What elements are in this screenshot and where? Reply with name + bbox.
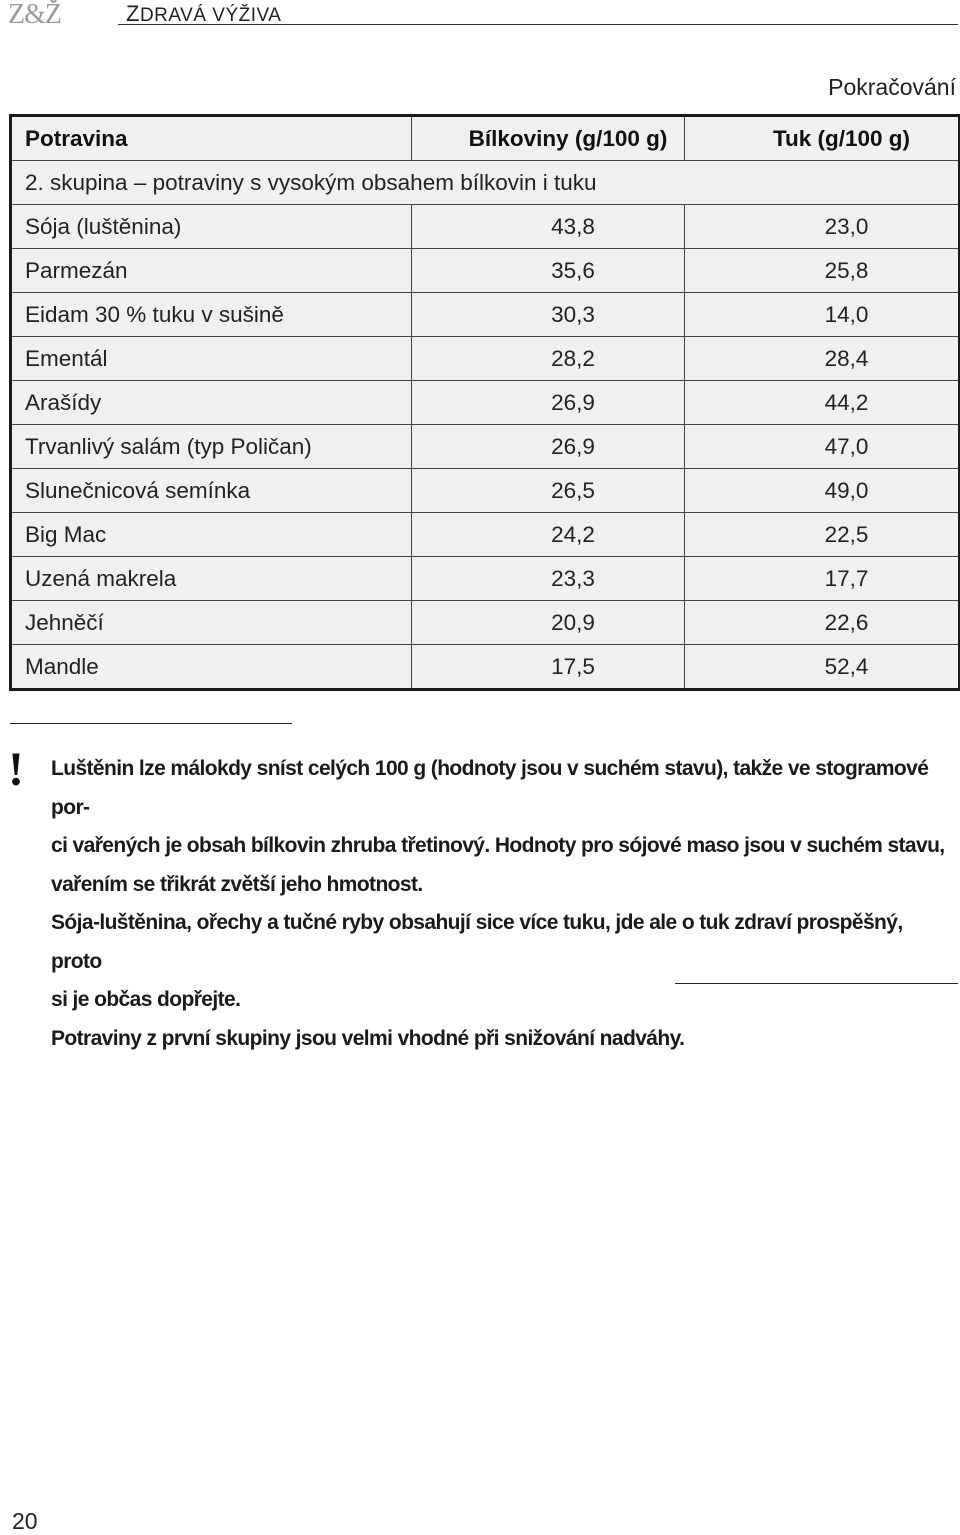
- page-number: 20: [12, 1508, 38, 1534]
- cell-protein: 26,9: [412, 425, 685, 469]
- cell-protein: 35,6: [412, 249, 685, 293]
- table-row: [11, 337, 960, 381]
- table-row: [11, 381, 960, 425]
- cell-fat: 22,6: [685, 601, 960, 645]
- note-line: Potraviny z první skupiny jsou velmi vhodné při snižování nadváhy.: [51, 1026, 685, 1050]
- cell-protein: 17,5: [412, 645, 685, 690]
- table-row: [11, 205, 960, 249]
- note-line: vařením se třikrát zvětší jeho hmotnost.: [51, 872, 423, 896]
- note-box: [51, 750, 957, 1058]
- table-row: [11, 469, 960, 513]
- table-row: [11, 293, 960, 337]
- page-header: [8, 0, 958, 30]
- note-rule-bottom: [675, 983, 958, 984]
- note-line: Sója-luštěnina, ořechy a tučné ryby obsahují sice více tuku, jde ale o tuk zdraví prospěšný, proto: [51, 911, 903, 973]
- cell-food: Parmezán: [11, 249, 412, 293]
- cell-protein: 43,8: [412, 205, 685, 249]
- logo: Z&Ž: [8, 0, 61, 30]
- header-protein: Bílkoviny (g/100 g): [412, 116, 685, 161]
- cell-fat: 52,4: [685, 645, 960, 690]
- cell-protein: 20,9: [412, 601, 685, 645]
- cell-fat: 22,5: [685, 513, 960, 557]
- exclamation-icon: !: [8, 743, 24, 796]
- cell-fat: 23,0: [685, 205, 960, 249]
- group-row: [11, 161, 960, 205]
- header-rule: [118, 24, 958, 25]
- cell-fat: 47,0: [685, 425, 960, 469]
- section-title-rest: DRAVÁ VÝŽIVA: [139, 5, 282, 26]
- cell-fat: 44,2: [685, 381, 960, 425]
- group-label: 2. skupina – potraviny s vysokým obsahem bílkovin i tuku: [11, 161, 960, 205]
- nutrition-table: [9, 114, 960, 691]
- continued-label: Pokračování: [828, 74, 956, 100]
- note-line: Luštěnin lze málokdy sníst celých 100 g (hodnoty jsou v suchém stavu), takže ve stogramové por-: [51, 757, 929, 819]
- table-header-row: [11, 116, 960, 161]
- cell-food: Sója (luštěnina): [11, 205, 412, 249]
- cell-food: Ementál: [11, 337, 412, 381]
- cell-food: Slunečnicová semínka: [11, 469, 412, 513]
- cell-fat: 14,0: [685, 293, 960, 337]
- cell-protein: 30,3: [412, 293, 685, 337]
- cell-fat: 49,0: [685, 469, 960, 513]
- cell-protein: 23,3: [412, 557, 685, 601]
- cell-fat: 28,4: [685, 337, 960, 381]
- header-food: Potravina: [11, 116, 412, 161]
- table-row: [11, 645, 960, 690]
- table-row: [11, 601, 960, 645]
- header-fat: Tuk (g/100 g): [685, 116, 960, 161]
- cell-food: Mandle: [11, 645, 412, 690]
- cell-food: Eidam 30 % tuku v sušině: [11, 293, 412, 337]
- cell-protein: 28,2: [412, 337, 685, 381]
- note-line: ci vařených je obsah bílkovin zhruba třetinový. Hodnoty pro sójové maso jsou v suchém stavu,: [51, 834, 945, 857]
- cell-food: Arašídy: [11, 381, 412, 425]
- section-title-initial: Z: [126, 1, 140, 26]
- note-rule-top: [10, 723, 292, 724]
- table-row: [11, 425, 960, 469]
- table-row: [11, 249, 960, 293]
- cell-food: Trvanlivý salám (typ Poličan): [11, 425, 412, 469]
- cell-fat: 25,8: [685, 249, 960, 293]
- cell-protein: 24,2: [412, 513, 685, 557]
- cell-protein: 26,9: [412, 381, 685, 425]
- table-row: [11, 557, 960, 601]
- cell-protein: 26,5: [412, 469, 685, 513]
- cell-fat: 17,7: [685, 557, 960, 601]
- cell-food: Jehněčí: [11, 601, 412, 645]
- note-line: si je občas dopřejte.: [51, 988, 241, 1011]
- cell-food: Big Mac: [11, 513, 412, 557]
- table-row: [11, 513, 960, 557]
- cell-food: Uzená makrela: [11, 557, 412, 601]
